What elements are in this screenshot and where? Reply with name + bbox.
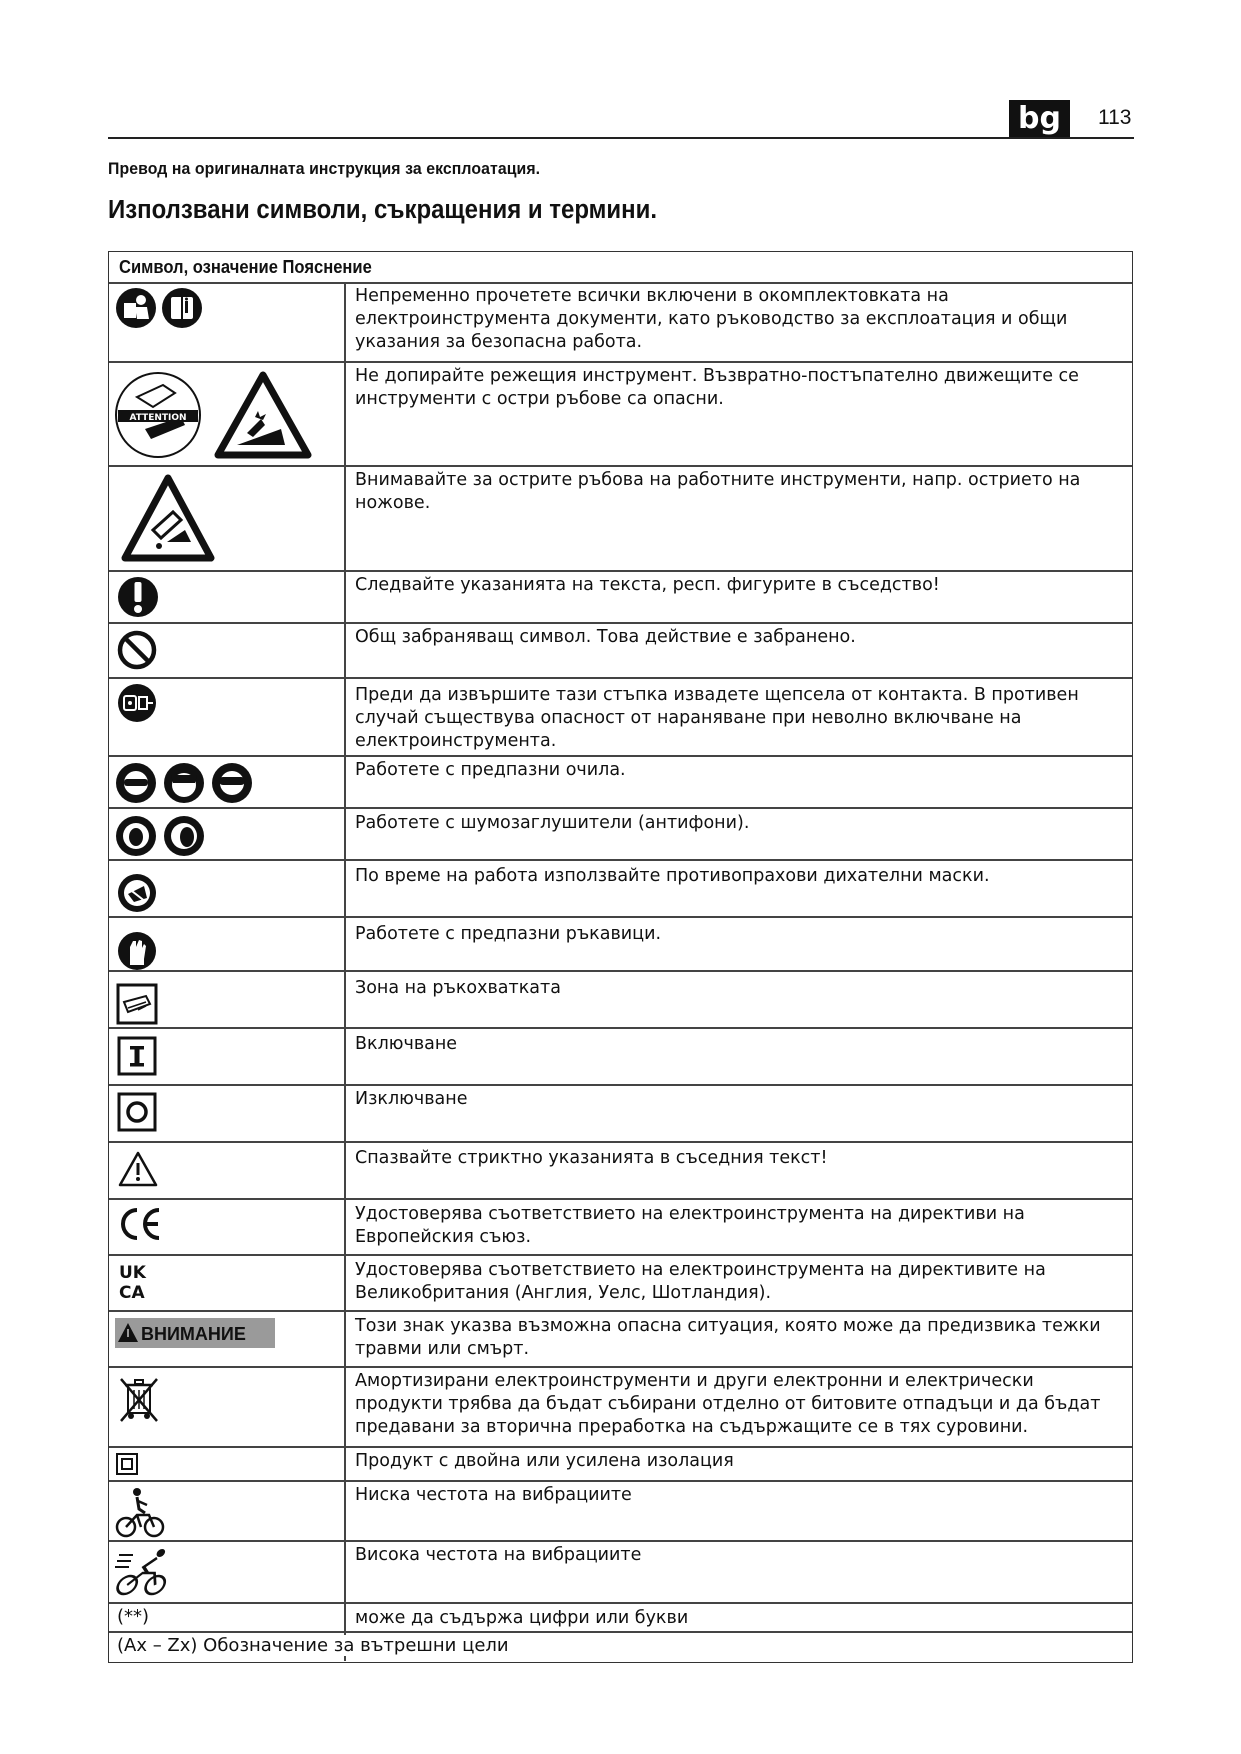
read-manual-icon xyxy=(115,285,207,331)
row-text: Непременно прочетете всички включени в окомплектовката на електроинструмента документи, като ръководство за експлоатация и общи указания за безопасна работа. xyxy=(355,286,1068,352)
attention-cutting-tool-icon xyxy=(115,367,315,462)
language-badge: bg xyxy=(1009,100,1070,137)
row-text: Не допирайте режещия инструмент. Възвратно-постъпателно движещите се инструменти с остри ръбове са опасни. xyxy=(355,366,1079,409)
document-subtitle: Превод на оригиналната инструкция за експлоатация. xyxy=(108,159,541,178)
row-text: Удостоверява съответствието на електроинструмента на директивите на Великобритания (Англия, Уелс, Шотландия). xyxy=(355,1260,1046,1303)
merged-row-text: (Ax – Zx) Обозначение за вътрешни цели xyxy=(117,1635,509,1656)
row-text: Включване xyxy=(355,1034,458,1054)
switch-off-icon xyxy=(117,1091,157,1133)
exclamation-icon xyxy=(116,574,160,620)
switch-on-icon xyxy=(117,1035,157,1077)
row-text: Този знак указва възможна опасна ситуация, която може да предизвика тежки травми или смърт. xyxy=(355,1316,1101,1359)
row-text: Преди да извършите тази стъпка извадете щепсела от контакта. В противен случай съществува опасност от нараняване при неволно включване на електроинструмента. xyxy=(355,685,1079,751)
ukca-mark-icon xyxy=(117,1260,157,1302)
row-text: може да съдържа цифри или букви xyxy=(355,1608,689,1628)
warning-label-text: ВНИМАНИЕ xyxy=(141,1324,246,1344)
page-title: Използвани символи, съкращения и термини. xyxy=(108,196,657,224)
symbols-table xyxy=(108,251,1133,1663)
row-text: Продукт с двойна или усилена изолация xyxy=(355,1451,734,1471)
low-vibration-icon xyxy=(115,1485,165,1539)
prohibition-icon xyxy=(116,629,158,671)
header-rule xyxy=(108,137,1134,139)
row-text: Работете с предпазни очила. xyxy=(355,760,626,780)
row-text: Удостоверява съответствието на електроинструмента на директиви на Европейския съюз. xyxy=(355,1204,1025,1247)
svg-text:UK: UK xyxy=(119,1263,146,1283)
row-text: Амортизирани електроинструменти и други електронни и електрически продукти трябва да бъдат събирани отделно от битовите отпадъци и да бъдат предавани за вторична преработка на съдържащите се в тях суровини. xyxy=(355,1371,1101,1437)
ear-protection-icon xyxy=(115,814,207,858)
warning-label-icon xyxy=(115,1318,275,1348)
svg-text:CA: CA xyxy=(119,1283,145,1302)
gloves-icon xyxy=(116,929,158,973)
grip-area-icon xyxy=(116,982,158,1026)
warning-triangle-icon xyxy=(117,1149,159,1189)
row-text: Спазвайте стриктно указанията в съседния текст! xyxy=(355,1148,828,1168)
unplug-icon xyxy=(116,682,158,724)
safety-glasses-icon xyxy=(115,761,255,805)
dust-mask-icon xyxy=(116,872,158,914)
symbol-text: (**) xyxy=(117,1606,150,1627)
row-text: По време на работа използвайте противопрахови дихателни маски. xyxy=(355,866,990,886)
table-header: Символ, означение Пояснение xyxy=(119,257,372,277)
sharp-edge-warning-icon xyxy=(119,472,217,564)
weee-bin-icon xyxy=(117,1375,161,1423)
row-text: Работете с шумозаглушители (антифони). xyxy=(355,813,750,833)
row-text: Работете с предпазни ръкавици. xyxy=(355,924,662,944)
ce-mark-icon xyxy=(117,1204,163,1244)
row-text: Ниска честота на вибрациите xyxy=(355,1485,632,1505)
svg-text:ATTENTION: ATTENTION xyxy=(129,413,187,423)
page-number: 113 xyxy=(1098,106,1132,129)
high-vibration-icon xyxy=(115,1547,171,1599)
row-text: Внимавайте за острите ръбова на работните инструменти, напр. острието на ножове. xyxy=(355,470,1081,513)
double-insulation-icon xyxy=(115,1452,139,1476)
row-text: Висока честота на вибрациите xyxy=(355,1545,642,1565)
column-divider xyxy=(344,283,346,1661)
row-text: Изключване xyxy=(355,1089,468,1109)
row-text: Зона на ръкохватката xyxy=(355,978,561,998)
row-text: Следвайте указанията на текста, респ. фигурите в съседство! xyxy=(355,575,940,595)
row-text: Общ забраняващ символ. Това действие е забранено. xyxy=(355,627,856,647)
